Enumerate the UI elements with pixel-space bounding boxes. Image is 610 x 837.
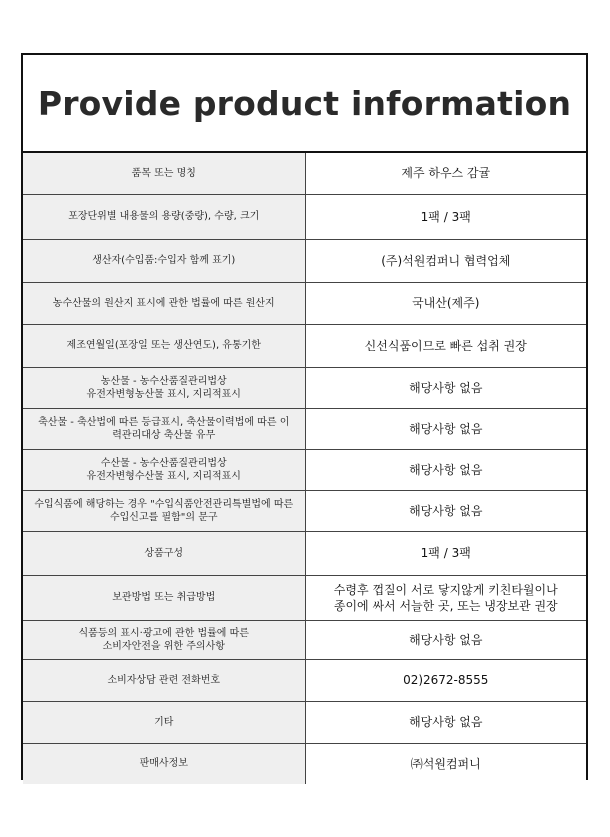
row-value: 해당사항 없음 <box>305 367 586 408</box>
table-row <box>23 620 586 659</box>
row-value: 해당사항 없음 <box>305 701 586 743</box>
row-value: 신선식품이므로 빠른 섭취 권장 <box>305 324 586 367</box>
row-label: 생산자(수입품:수입자 함께 표기) <box>23 239 305 282</box>
table-row <box>23 449 586 490</box>
table-row <box>23 367 586 408</box>
row-label: 축산물 - 축산법에 따른 등급표시, 축산물이력법에 따른 이 력관리대상 축산물 유무 <box>23 408 305 449</box>
row-label: 상품구성 <box>23 531 305 575</box>
row-value: 수령후 껍질이 서로 닿지않게 키친타월이나 종이에 싸서 서늘한 곳, 또는 냉장보관 권장 <box>305 575 586 620</box>
table-row <box>23 194 586 239</box>
product-info-sheet <box>21 53 588 780</box>
table-row <box>23 701 586 743</box>
table-row <box>23 575 586 620</box>
row-label: 기타 <box>23 701 305 743</box>
table-row <box>23 324 586 367</box>
row-label: 포장단위별 내용물의 용량(중량), 수량, 크기 <box>23 194 305 239</box>
table-row <box>23 282 586 324</box>
row-label: 수산물 - 농수산품질관리법상 유전자변형수산물 표시, 지리적표시 <box>23 449 305 490</box>
row-value: ㈜석원컴퍼니 <box>305 743 586 784</box>
row-label: 식품등의 표시·광고에 관한 법률에 따른 소비자안전을 위한 주의사항 <box>23 620 305 659</box>
table-row <box>23 239 586 282</box>
title-box <box>23 55 586 153</box>
table-row <box>23 153 586 194</box>
row-label: 보관방법 또는 취급방법 <box>23 575 305 620</box>
row-value: 해당사항 없음 <box>305 449 586 490</box>
row-value: 02)2672-8555 <box>305 659 586 701</box>
row-value: 해당사항 없음 <box>305 620 586 659</box>
table-row <box>23 531 586 575</box>
row-label: 판매사정보 <box>23 743 305 784</box>
row-value: 국내산(제주) <box>305 282 586 324</box>
row-label: 농수산물의 원산지 표시에 관한 법률에 따른 원산지 <box>23 282 305 324</box>
row-value: 제주 하우스 감귤 <box>305 153 586 194</box>
row-value: 해당사항 없음 <box>305 490 586 531</box>
table-row <box>23 659 586 701</box>
row-label: 수입식품에 해당하는 경우 "수입식품안전관리특별법에 따른 수입신고를 필함"의 문구 <box>23 490 305 531</box>
table-row <box>23 743 586 784</box>
row-label: 제조연월일(포장일 또는 생산연도), 유통기한 <box>23 324 305 367</box>
product-info-table-body <box>23 153 586 784</box>
row-label: 품목 또는 명칭 <box>23 153 305 194</box>
table-row <box>23 408 586 449</box>
row-value: (주)석원컴퍼니 협력업체 <box>305 239 586 282</box>
table-row <box>23 490 586 531</box>
row-label: 소비자상담 관련 전화번호 <box>23 659 305 701</box>
product-info-table <box>23 153 586 784</box>
row-value: 1팩 / 3팩 <box>305 194 586 239</box>
row-label: 농산물 - 농수산품질관리법상 유전자변형농산물 표시, 지리적표시 <box>23 367 305 408</box>
row-value: 해당사항 없음 <box>305 408 586 449</box>
page-title: Provide product information <box>37 83 572 123</box>
row-value: 1팩 / 3팩 <box>305 531 586 575</box>
